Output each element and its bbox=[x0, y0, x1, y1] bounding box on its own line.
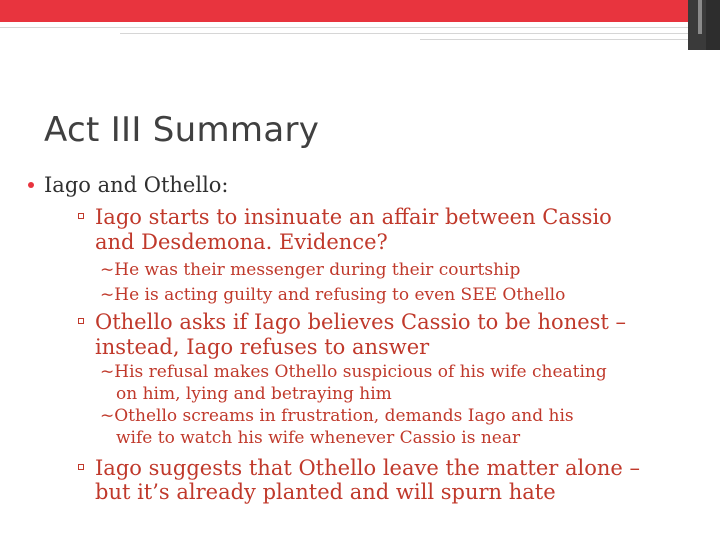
curl-bullet-icon: ∼ bbox=[100, 260, 115, 280]
subpoint-line: ∼He is acting guilty and refusing to even SEE Othello bbox=[100, 285, 566, 305]
square-bullet-icon bbox=[78, 318, 84, 324]
decorative-rule bbox=[120, 33, 688, 34]
bullet-dot-icon bbox=[28, 182, 34, 188]
curl-bullet-icon: ∼ bbox=[100, 406, 115, 426]
top-corner-stripe bbox=[698, 0, 702, 34]
curl-bullet-icon: ∼ bbox=[100, 362, 115, 382]
square-bullet-icon bbox=[78, 464, 84, 470]
decorative-rule bbox=[0, 27, 688, 28]
point-line: Othello asks if Iago believes Cassio to be honest – bbox=[95, 310, 627, 334]
subpoint-line: on him, lying and betraying him bbox=[116, 384, 392, 404]
subpoint-line: ∼Othello screams in frustration, demands Iago and his bbox=[100, 406, 574, 426]
subpoint-line: ∼He was their messenger during their courtship bbox=[100, 260, 521, 280]
point-line: and Desdemona. Evidence? bbox=[95, 230, 388, 254]
point-line: but it’s already planted and will spurn hate bbox=[95, 480, 556, 504]
slide-title: Act III Summary bbox=[44, 110, 320, 150]
top-accent-bar bbox=[0, 0, 688, 22]
point-line: Iago suggests that Othello leave the matter alone – bbox=[95, 456, 640, 480]
level1-text: Iago and Othello: bbox=[44, 173, 229, 197]
curl-bullet-icon: ∼ bbox=[100, 285, 115, 305]
point-line: Iago starts to insinuate an affair between Cassio bbox=[95, 205, 612, 229]
point-line: instead, Iago refuses to answer bbox=[95, 335, 430, 359]
subpoint-line: ∼His refusal makes Othello suspicious of his wife cheating bbox=[100, 362, 607, 382]
square-bullet-icon bbox=[78, 213, 84, 219]
subpoint-line: wife to watch his wife whenever Cassio is near bbox=[116, 428, 521, 448]
top-corner-stripe bbox=[706, 0, 720, 50]
decorative-rule bbox=[420, 39, 688, 40]
